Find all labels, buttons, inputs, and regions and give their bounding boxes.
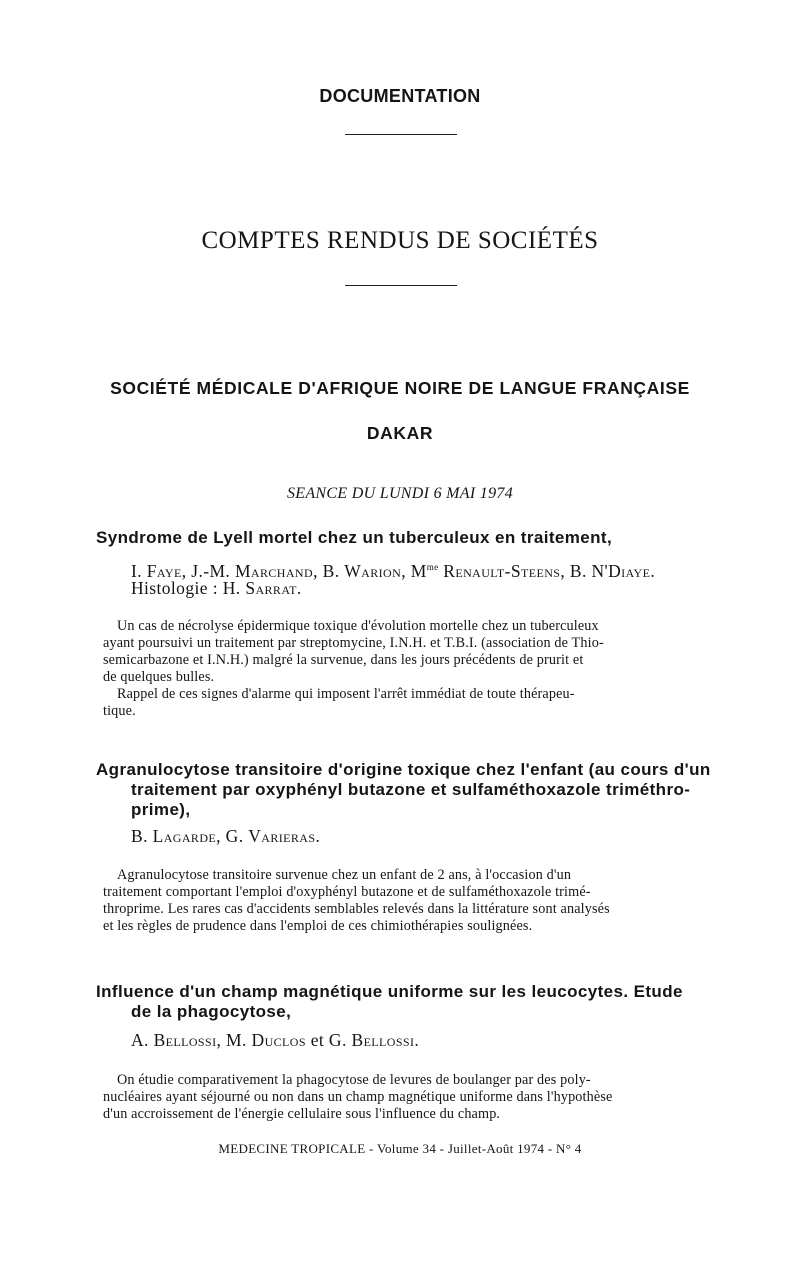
author-sep: . bbox=[296, 578, 302, 598]
abstract-line: Agranulocytose transitoire survenue chez un enfant de 2 ans, à l'occasion d'un bbox=[117, 867, 572, 883]
article-1-abstract bbox=[103, 618, 717, 720]
abstract-line: Rappel de ces signes d'alarme qui imposent l'arrêt immédiat de toute thérapeu- bbox=[117, 686, 575, 702]
main-title: COMPTES RENDUS DE SOCIÉTÉS bbox=[201, 227, 599, 254]
author-title-sup: me bbox=[426, 562, 439, 572]
author-initial: A. bbox=[131, 1030, 154, 1050]
article-1-title bbox=[96, 528, 724, 548]
author-name: Diaye bbox=[608, 560, 651, 581]
article-3-abstract bbox=[103, 1072, 717, 1123]
author-sep: , G. bbox=[216, 826, 249, 846]
section-label: DOCUMENTATION bbox=[319, 86, 481, 106]
author-sep: , B. bbox=[313, 560, 345, 581]
article-1-title-line: Syndrome de Lyell mortel chez un tuberculeux en traitement, bbox=[96, 528, 613, 547]
divider-rule-bottom bbox=[345, 285, 457, 286]
author-initial: B. bbox=[131, 826, 153, 846]
author-sep: et G. bbox=[305, 1030, 352, 1050]
abstract-line: traitement comportant l'emploi d'oxyphényl butazone et de sulfaméthoxazole trimé- bbox=[103, 884, 591, 900]
abstract-line: Un cas de nécrolyse épidermique toxique d'évolution mortelle chez un tuberculeux bbox=[117, 618, 599, 634]
author-sep: . bbox=[315, 826, 321, 846]
abstract-line: semicarbazone et I.N.H.) malgré la survenue, dans les jours précédents de prurit et bbox=[103, 652, 584, 668]
article-2-authors bbox=[131, 826, 320, 847]
author-name: Lagarde bbox=[152, 826, 217, 846]
author-name: Varieras bbox=[248, 826, 316, 846]
article-2-title-line: traitement par oxyphényl butazone et sulfaméthoxazole triméthro- bbox=[131, 780, 691, 799]
article-3-title-line: Influence d'un champ magnétique uniforme sur les leucocytes. Etude bbox=[96, 982, 683, 1001]
abstract-line: de quelques bulles. bbox=[103, 669, 215, 685]
divider-rule-top bbox=[345, 134, 457, 135]
society-city: DAKAR bbox=[366, 423, 434, 443]
abstract-line: ayant poursuivi un traitement par streptomycine, I.N.H. et T.B.I. (association de Thio- bbox=[103, 635, 604, 651]
author-name: Renault-Steens bbox=[443, 560, 561, 581]
article-3-authors bbox=[131, 1030, 419, 1051]
article-3-title bbox=[96, 982, 724, 1022]
session-date: SEANCE DU LUNDI 6 MAI 1974 bbox=[286, 485, 513, 502]
article-2-abstract bbox=[103, 867, 717, 935]
journal-footer: MEDECINE TROPICALE - Volume 34 - Juillet-Août 1974 - N° 4 bbox=[218, 1141, 582, 1156]
article-2-title-line: prime), bbox=[131, 800, 191, 819]
abstract-line: nucléaires ayant séjourné ou non dans un champ magnétique uniforme dans l'hypothèse bbox=[103, 1089, 613, 1105]
abstract-line: d'un accroissement de l'énergie cellulaire sous l'influence du champ. bbox=[103, 1106, 501, 1122]
author-name: Marchand bbox=[234, 560, 314, 581]
abstract-line: On étudie comparativement la phagocytose de levures de boulanger par des poly- bbox=[117, 1072, 591, 1088]
abstract-line: et les règles de prudence dans l'emploi de ces chimiothérapies soulignées. bbox=[103, 918, 533, 934]
author-sep: , B. N' bbox=[560, 560, 609, 581]
article-2-title bbox=[96, 760, 724, 820]
article-3-title-line: de la phagocytose, bbox=[131, 1002, 292, 1021]
abstract-line: tique. bbox=[103, 703, 136, 719]
author-sep: . bbox=[650, 560, 656, 581]
society-name: SOCIÉTÉ MÉDICALE D'AFRIQUE NOIRE DE LANGUE FRANÇAISE bbox=[110, 378, 690, 398]
author-name: Sarrat bbox=[245, 578, 297, 598]
histology-label: Histologie : H. bbox=[131, 578, 246, 598]
author-name: Bellossi bbox=[153, 1030, 217, 1050]
article-2-title-line: Agranulocytose transitoire d'origine toxique chez l'enfant (au cours d'un bbox=[96, 760, 711, 779]
author-name: Bellossi bbox=[351, 1030, 415, 1050]
author-name: Duclos bbox=[251, 1030, 306, 1050]
author-sep: , J.-M. bbox=[181, 560, 235, 581]
author-initial: I. bbox=[131, 560, 147, 581]
abstract-line: throprime. Les rares cas d'accidents semblables relevés dans la littérature sont analysés bbox=[103, 901, 610, 917]
author-name: Faye bbox=[146, 560, 182, 581]
author-sep: , M. bbox=[216, 1030, 252, 1050]
author-sep: . bbox=[414, 1030, 420, 1050]
article-1-histology bbox=[131, 578, 302, 599]
author-name: Warion bbox=[344, 560, 402, 581]
author-sep: , M bbox=[401, 560, 427, 581]
